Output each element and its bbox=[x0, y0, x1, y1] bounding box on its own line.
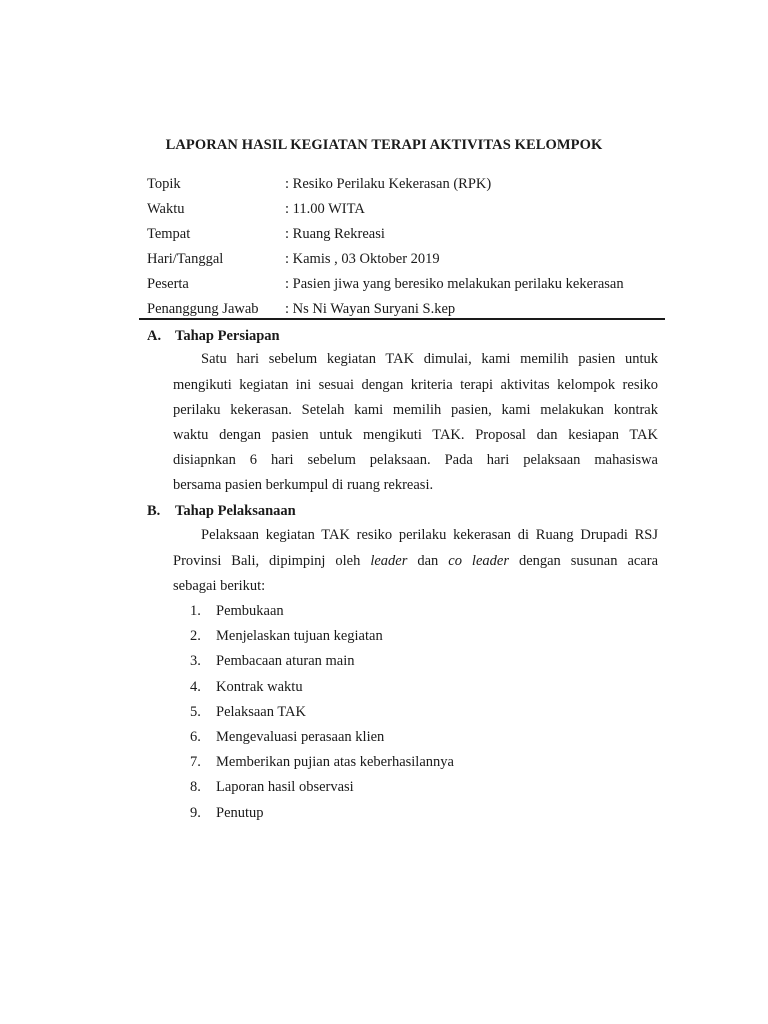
list-item bbox=[190, 677, 303, 697]
paragraph-line bbox=[173, 551, 658, 571]
meta-label: Waktu bbox=[147, 201, 185, 217]
list-text: Mengevaluasi perasaan klien bbox=[216, 729, 385, 745]
meta-row-peserta bbox=[147, 274, 624, 294]
list-number: 4. bbox=[190, 679, 201, 695]
meta-row-topik bbox=[147, 174, 491, 194]
paragraph-line: bersama pasien berkumpul di ruang rekreasi. bbox=[173, 477, 434, 493]
header-divider bbox=[139, 318, 665, 320]
section-letter: B. bbox=[147, 503, 161, 519]
list-text: Pembukaan bbox=[216, 603, 284, 619]
list-item bbox=[190, 727, 384, 747]
list-text: Menjelaskan tujuan kegiatan bbox=[216, 628, 383, 644]
meta-row-waktu bbox=[147, 199, 365, 219]
list-number: 2. bbox=[190, 628, 201, 644]
meta-value: : Kamis , 03 Oktober 2019 bbox=[285, 251, 440, 267]
list-text: Pelaksaan TAK bbox=[216, 704, 306, 720]
list-item bbox=[190, 702, 306, 722]
list-number: 6. bbox=[190, 729, 201, 745]
meta-row-hari-tanggal bbox=[147, 249, 440, 269]
paragraph-line: waktu dengan pasien untuk mengikuti TAK. Proposal dan kesiapan TAK bbox=[173, 427, 658, 443]
paragraph-line: disiapnkan 6 hari sebelum pelaksaan. Pada hari pelaksaan mahasiswa bbox=[173, 452, 658, 468]
text-run: dan bbox=[417, 553, 439, 569]
section-title: Tahap Pelaksanaan bbox=[175, 503, 296, 519]
list-item bbox=[190, 626, 383, 646]
list-text: Memberikan pujian atas keberhasilannya bbox=[216, 754, 454, 770]
meta-value: : 11.00 WITA bbox=[285, 201, 365, 217]
meta-row-tempat bbox=[147, 224, 385, 244]
meta-label: Topik bbox=[147, 176, 181, 192]
section-title: Tahap Persiapan bbox=[175, 328, 280, 344]
list-number: 1. bbox=[190, 603, 201, 619]
paragraph-line: perilaku kekerasan. Setelah kami memilih pasien, kami melakukan kontrak bbox=[173, 402, 658, 418]
meta-label: Penanggung Jawab bbox=[147, 301, 259, 317]
list-text: Laporan hasil observasi bbox=[216, 779, 354, 795]
list-item bbox=[190, 803, 264, 823]
meta-row-penanggung-jawab bbox=[147, 299, 455, 319]
list-item bbox=[190, 651, 355, 671]
section-letter: A. bbox=[147, 328, 162, 344]
section-a-heading bbox=[147, 326, 280, 346]
meta-value: : Resiko Perilaku Kekerasan (RPK) bbox=[285, 176, 492, 192]
text-run: dengan susunan acara bbox=[518, 553, 659, 569]
list-number: 8. bbox=[190, 779, 201, 795]
list-number: 9. bbox=[190, 805, 201, 821]
list-text: Kontrak waktu bbox=[216, 679, 303, 695]
meta-label: Peserta bbox=[147, 276, 189, 292]
list-number: 5. bbox=[190, 704, 201, 720]
meta-value: : Pasien jiwa yang beresiko melakukan perilaku kekerasan bbox=[285, 276, 624, 292]
text-run: Provinsi Bali, dipimpinj oleh bbox=[173, 553, 361, 569]
list-item bbox=[190, 752, 454, 772]
section-b-heading bbox=[147, 501, 296, 521]
document-title: LAPORAN HASIL KEGIATAN TERAPI AKTIVITAS KELOMPOK bbox=[165, 137, 603, 153]
paragraph-line: sebagai berikut: bbox=[173, 578, 266, 594]
paragraph-line: Pelaksaan kegiatan TAK resiko perilaku kekerasan di Ruang Drupadi RSJ bbox=[201, 527, 658, 543]
meta-label: Tempat bbox=[147, 226, 191, 242]
list-number: 7. bbox=[190, 754, 201, 770]
list-number: 3. bbox=[190, 653, 201, 669]
meta-label: Hari/Tanggal bbox=[147, 251, 224, 267]
list-text: Penutup bbox=[216, 805, 264, 821]
list-text: Pembacaan aturan main bbox=[216, 653, 355, 669]
meta-value: : Ns Ni Wayan Suryani S.kep bbox=[285, 301, 456, 317]
meta-value: : Ruang Rekreasi bbox=[285, 226, 385, 242]
italic-term-co-leader: co leader bbox=[448, 553, 509, 569]
list-item bbox=[190, 601, 284, 621]
list-item bbox=[190, 777, 354, 797]
paragraph-line: mengikuti kegiatan ini sesuai dengan kriteria terapi aktivitas kelompok resiko bbox=[173, 377, 658, 393]
italic-term-leader: leader bbox=[370, 553, 408, 569]
paragraph-line: Satu hari sebelum kegiatan TAK dimulai, kami memilih pasien untuk bbox=[201, 351, 658, 367]
